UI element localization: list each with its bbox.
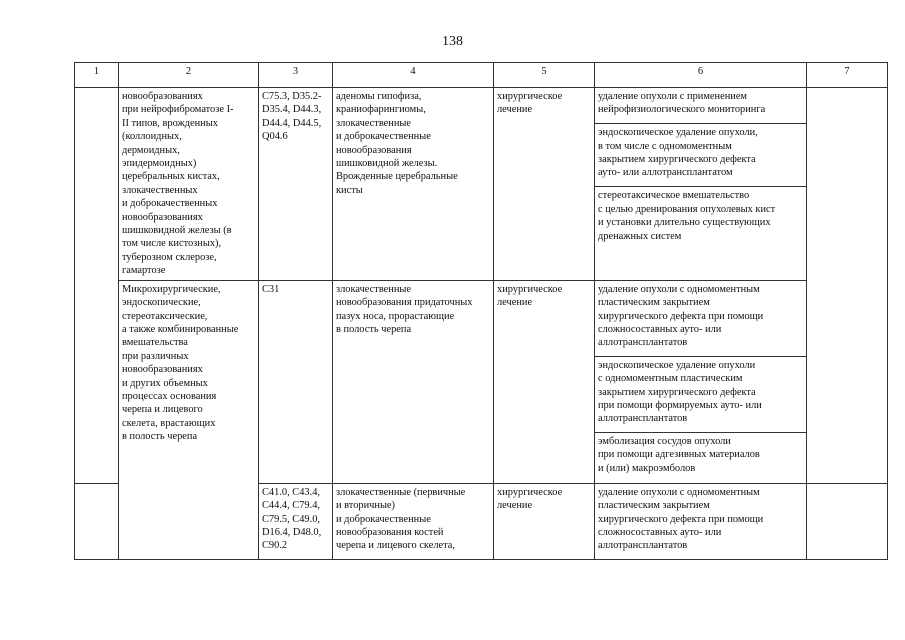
icd-codes-cell xyxy=(259,483,333,559)
column-number: 3 xyxy=(259,63,333,88)
column-number-row xyxy=(75,63,888,88)
treatment-method-cell xyxy=(595,124,807,187)
treatment-type-cell xyxy=(494,280,595,483)
diagnosis: аденомы гипофиза, краниофарингиомы, злокачественные и доброкачественные новообразования шишковидной железы. Врожденные церебральные кисты xyxy=(336,91,458,196)
method-group-name-cell xyxy=(119,88,259,281)
treatment-type-cell xyxy=(494,88,595,281)
treatment-method: эндоскопическое удаление опухоли с одномоментным пластическим закрытием хирургического дефекта при помощи формируемых ауто- или аллотрансплантатов xyxy=(598,359,762,425)
column-number: 1 xyxy=(75,63,119,88)
method-group-name: новообразованиях при нейрофиброматозе I- II типов, врожденных (коллоидных, дермоидных, эпидермоидных) церебральных кистах, злокачественных и доброкачественных новообразованиях шишковидной железы (в том числе кистозных), туберозном склерозе, гамартозе xyxy=(122,91,234,277)
diagnosis: злокачественные новообразования придаточных пазух носа, прорастающие в полость черепа xyxy=(336,283,473,335)
treatment-method-cell xyxy=(595,88,807,124)
treatment-method-cell xyxy=(595,280,807,356)
services-table xyxy=(74,62,888,560)
treatment-method: удаление опухоли с применением нейрофизиологического мониторинга xyxy=(598,91,766,116)
column-7-cell xyxy=(807,483,888,559)
column-number: 2 xyxy=(119,63,259,88)
diagnosis: злокачественные (первичные и вторичные) и доброкачественные новообразования костей черепа и лицевого скелета, xyxy=(336,486,466,552)
treatment-type: хирургическое лечение xyxy=(497,91,563,116)
column-7-cell xyxy=(807,88,888,484)
icd-codes-cell xyxy=(259,280,333,483)
column-1-cell xyxy=(75,483,119,559)
treatment-method-cell xyxy=(595,187,807,280)
treatment-method: эндоскопическое удаление опухоли, в том числе с одномоментным закрытием хирургического дефекта ауто- или аллотрансплантатом xyxy=(598,127,758,179)
column-number: 5 xyxy=(494,63,595,88)
treatment-method-cell xyxy=(595,432,807,483)
column-1-cell xyxy=(75,88,119,484)
method-group-name-cell xyxy=(119,280,259,559)
icd-codes: C41.0, C43.4, C44.4, C79.4, C79.5, C49.0, D16.4, D48.0, C90.2 xyxy=(262,486,322,552)
treatment-method-cell xyxy=(595,483,807,559)
method-group-name: Микрохирургические, эндоскопические, стереотаксические, а также комбинированные вмешательства при различных новообразованиях и других объемных процессах основания черепа и лицевого скелета, врастающих в полость черепа xyxy=(122,283,239,443)
icd-codes-cell xyxy=(259,88,333,281)
icd-codes: C31 xyxy=(262,283,280,295)
page-number: 138 xyxy=(442,34,463,49)
diagnosis-cell xyxy=(333,483,494,559)
treatment-method: удаление опухоли с одномоментным пластическим закрытием хирургического дефекта при помощи сложносоставных ауто- или аллотрансплантатов xyxy=(598,486,764,552)
treatment-type: хирургическое лечение xyxy=(497,486,563,512)
column-number: 4 xyxy=(333,63,494,88)
treatment-type: хирургическое лечение xyxy=(497,283,563,309)
diagnosis-cell xyxy=(333,88,494,281)
treatment-method-cell xyxy=(595,356,807,432)
treatment-method: эмболизация сосудов опухоли при помощи адгезивных материалов и (или) макроэмболов xyxy=(598,435,760,474)
icd-codes: C75.3, D35.2- D35.4, D44.3, D44.4, D44.5, Q04.6 xyxy=(262,91,322,143)
table-row xyxy=(75,88,888,124)
treatment-method: удаление опухоли с одномоментным пластическим закрытием хирургического дефекта при помощи сложносоставных ауто- или аллотрансплантатов xyxy=(598,283,764,349)
column-number: 7 xyxy=(807,63,888,88)
table-row xyxy=(75,280,888,356)
treatment-type-cell xyxy=(494,483,595,559)
column-number: 6 xyxy=(595,63,807,88)
diagnosis-cell xyxy=(333,280,494,483)
treatment-method: стереотаксическое вмешательство с целью дренирования опухолевых кист и установки длительно существующих дренажных систем xyxy=(598,190,776,242)
